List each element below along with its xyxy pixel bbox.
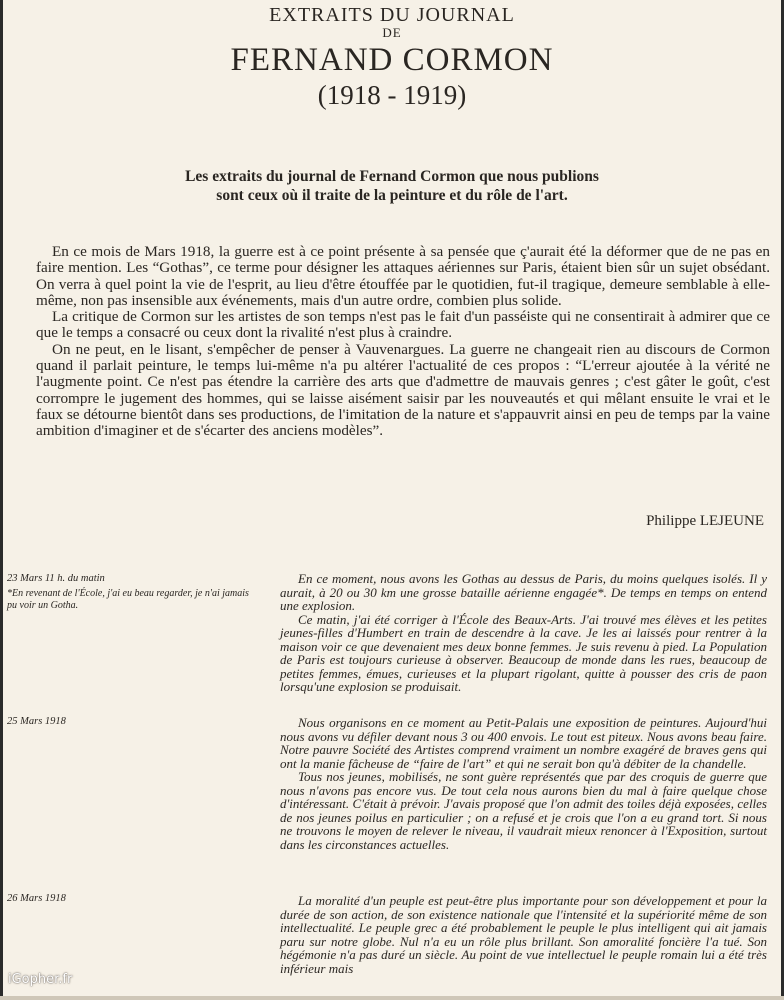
footnote: *En revenant de l'École, j'ai eu beau regarder, je n'ai jamais pu voir un Gotha. <box>7 588 249 611</box>
intro-paragraph-3: On ne peut, en le lisant, s'empêcher de penser à Vauvenargues. La guerre ne changeait rien au discours de Cormon quand il parlait peinture, le temps lui-même n'a pu altérer l'actualité de ces propos : “L'erreur ajoutée à la vérité ne l'augmente point. Ce n'est pas étendre la carrière des arts que d'admettre de mauvais genres ; c'est gâter le goût, c'est corrompre le jugement des hommes, qui se laisse aisément saisir par les nouveautés et qui mêlant ensuite le vrai et le faux se détourne bientôt dans ses productions, de l'imitation de la nature et s'appauvrit ainsi en peu de temps par la vaine ambition d'imaginer et de s'écarter des anciens modèles”. <box>36 340 770 440</box>
page-header <box>0 4 784 110</box>
entry-1-paragraph-1: En ce moment, nous avons les Gothas au dessus de Paris, du moins quelques isolés. Il y aurait, à 20 ou 30 km une grosse bataille aérienne engagée*. De temps en temps on entend une explosion. <box>280 571 767 613</box>
signature: Philippe LEJEUNE <box>646 513 764 529</box>
journal-entry-1 <box>280 572 767 694</box>
entry-1-paragraph-2: Ce matin, j'ai été corriger à l'École des Beaux-Arts. J'ai trouvé mes élèves et les petites jeunes-filles d'Humbert en train de descendre à la cave. Je les ai laissés pour rentrer à la maison voir ce que devenaient mes deux bonne femmes. Je suis revenu à pied. La Population de Paris est toujours curieuse à observer. Beaucoup de monde dans les rues, beaucoup de petites femmes, émues, curieuses et la plupart rigolant, quitte à pousser des cris de paon lorsqu'une explosion se produisait. <box>280 611 767 694</box>
journal-entry-2 <box>280 716 767 851</box>
subtitle <box>100 167 684 205</box>
journal-entry-3 <box>280 894 767 975</box>
header-years: (1918 - 1919) <box>317 80 467 110</box>
introduction <box>36 244 770 440</box>
page-title: FERNAND CORMON <box>230 42 554 78</box>
entry-date-3: 26 Mars 1918 <box>7 893 66 904</box>
entry-date-2: 25 Mars 1918 <box>7 716 66 727</box>
entry-2-paragraph-2: Tous nos jeunes, mobilisés, ne sont guère représentés que par des croquis de guerre que nous n'avons pas encore vus. De tout cela nous aurons bien du mal à faire quelque chose d'intéressant. C'était à prévoir. J'avais proposé que l'on admit des toiles déjà exposées, celles de nos jeunes poilus en particulier ; on a refusé et je crois que l'on a eu grand tort. Si nous ne trouvons le moyen de relever le niveau, il vaudrait mieux renoncer à l'Exposition, surtout dans les circonstances actuelles. <box>280 769 767 852</box>
left-edge <box>0 0 3 1000</box>
intro-paragraph-2: La critique de Cormon sur les artistes de son temps n'est pas le fait d'un passéiste qui ne consentirait à admirer que ce que le temps a consacré ou ceux dont la rivalité n'est plus à craindre. <box>36 308 770 342</box>
bottom-edge <box>0 996 784 1000</box>
entry-date-1: 23 Mars 11 h. du matin <box>7 573 105 584</box>
entry-3-paragraph-1: La moralité d'un peuple est peut-être plus importante pour son développement et pour la durée de son action, de son existence nationale que l'intensité et la supériorité même de son intellectualité. Le peuple grec a été probablement le peuple le plus intelligent qui ait jamais paru sur notre globe. Nul n'a eu un rôle plus brillant. Son amoralité foncière l'a tué. Son hégémonie n'a pas duré un siècle. Au point de vue intellectuel le peuple romain lui a été très inférieur mais <box>280 893 767 976</box>
intro-paragraph-1: En ce mois de Mars 1918, la guerre est à ce point présente à sa pensée que ç'aurait été la déformer que de ne pas en faire mention. Les “Gothas”, ce terme pour désigner les attaques aériennes sur Paris, étaient bien sûr un sujet obsédant. On verra à quel point la vie de l'esprit, au lieu d'être étouffée par le quotidien, fut-il tragique, demeure semblable à elle-même, non pas insensible aux événements, mais d'un autre ordre, combien plus solide. <box>36 243 770 309</box>
watermark: iGopher.fr <box>8 972 73 987</box>
header-line-1: EXTRAITS DU JOURNAL <box>269 4 515 26</box>
subtitle-line-2: sont ceux où il traite de la peinture et du rôle de l'art. <box>216 187 568 204</box>
header-line-2: DE <box>382 25 402 40</box>
entry-2-paragraph-1: Nous organisons en ce moment au Petit-Palais une exposition de peintures. Aujourd'hui nous avons vu défiler devant nous 3 ou 400 envois. Le tout est piteux. Nous avons beau faire. Notre pauvre Société des Artistes comprend vraiment un nombre exagéré de braves gens qui ont la manie fâcheuse de “faire de l'art” et qui ne serait bon qu'à débiter de la chandelle. <box>280 715 767 771</box>
subtitle-line-1: Les extraits du journal de Fernand Cormon que nous publions <box>185 168 599 185</box>
